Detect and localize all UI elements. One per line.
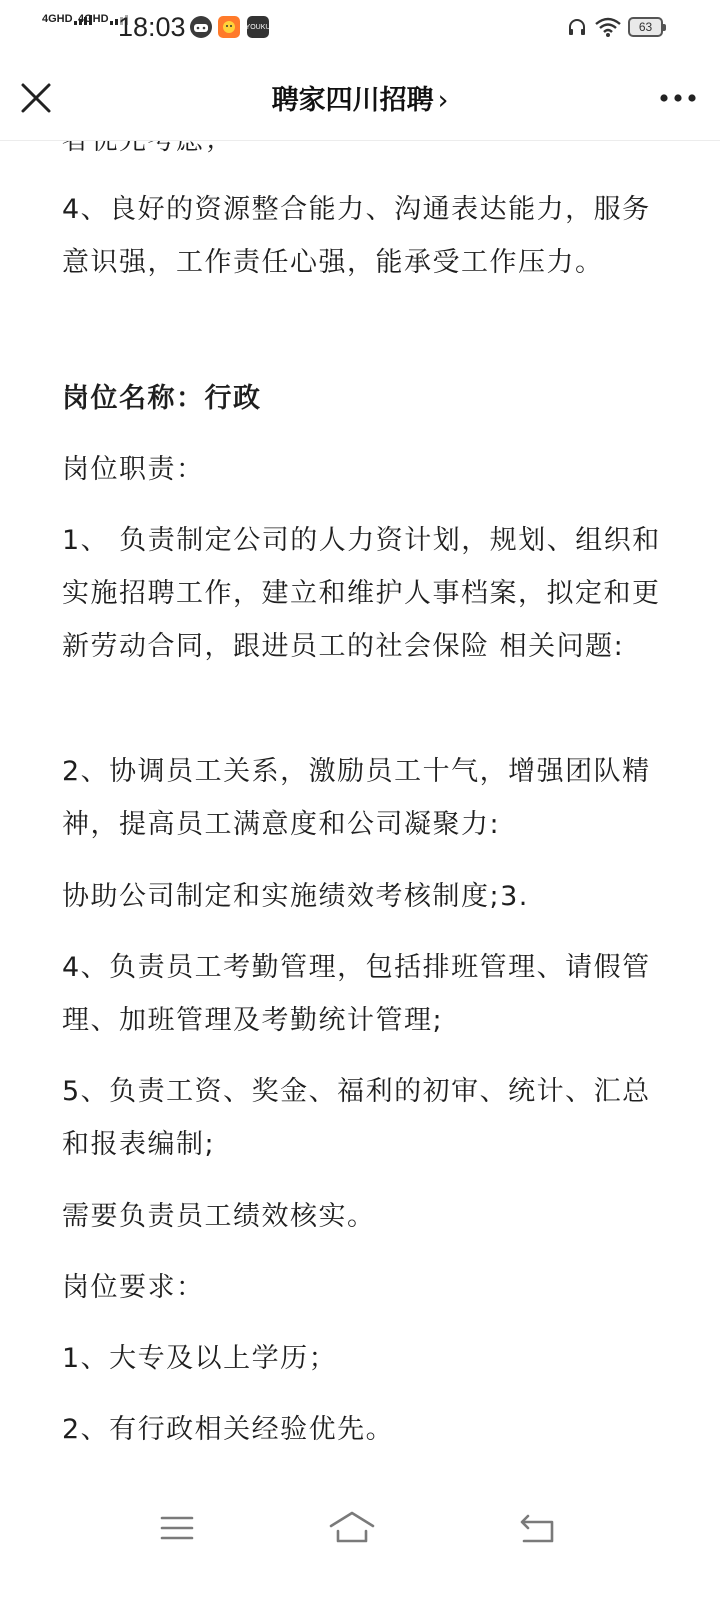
duty-item: 协助公司制定和实施绩效考核制度;3. (62, 881, 529, 912)
requirement-item: 2、有行政相关经验优先。 (62, 1414, 395, 1445)
back-icon (508, 1508, 568, 1548)
network-type-label: 4GHD (42, 13, 73, 25)
close-icon (14, 76, 58, 120)
requirements-label: 岗位要求： (62, 1272, 205, 1303)
duty-item: 1、 负责制定公司的人力资计划，规划、组织和实施招聘工作，建立和维护人事档案，拟定和更新劳动合同，跟进员工的社会保险 相关问题: (62, 525, 661, 662)
network-type-label: 4GHD (78, 13, 109, 25)
duty-item: 需要负责员工绩效核实。 (62, 1201, 376, 1232)
article-body (62, 0, 662, 1490)
requirement-item: 1、大专及以上学历； (62, 1343, 338, 1374)
account-title-link[interactable] (200, 78, 520, 117)
title-bar (0, 56, 720, 141)
more-dots-icon (658, 90, 698, 110)
duty-item: 5、负责工资、奖金、福利的初审、统计、汇总和报表编制; (62, 1076, 651, 1160)
status-time: 18:03 (118, 12, 186, 42)
menu-lines-icon (146, 1508, 206, 1548)
notification-youku-icon: YOUKU (247, 16, 269, 38)
requirement-item: 4、良好的资源整合能力、沟通表达能力，服务意识强，工作责任心强，能承受工作压力。 (62, 194, 651, 278)
battery-indicator: 63 (628, 17, 663, 37)
account-name: 聘家四川招聘 (271, 85, 434, 116)
duties-label: 岗位职责： (62, 454, 205, 485)
position-title: 岗位名称：行政 (62, 383, 262, 414)
duty-item: 2、协调员工关系，激励员工十气，增强团队精神，提高员工满意度和公司凝聚力: (62, 756, 651, 840)
nav-menu-button[interactable] (146, 1508, 206, 1548)
duty-item: 4、负责员工考勤管理，包括排班管理、请假管理、加班管理及考勤统计管理; (62, 952, 651, 1036)
home-icon (322, 1508, 382, 1548)
chevron-right-icon: › (437, 85, 449, 116)
more-options-button[interactable] (658, 90, 698, 110)
nav-home-button[interactable] (322, 1508, 382, 1548)
close-button[interactable] (14, 76, 58, 120)
nav-back-button[interactable] (508, 1508, 568, 1548)
